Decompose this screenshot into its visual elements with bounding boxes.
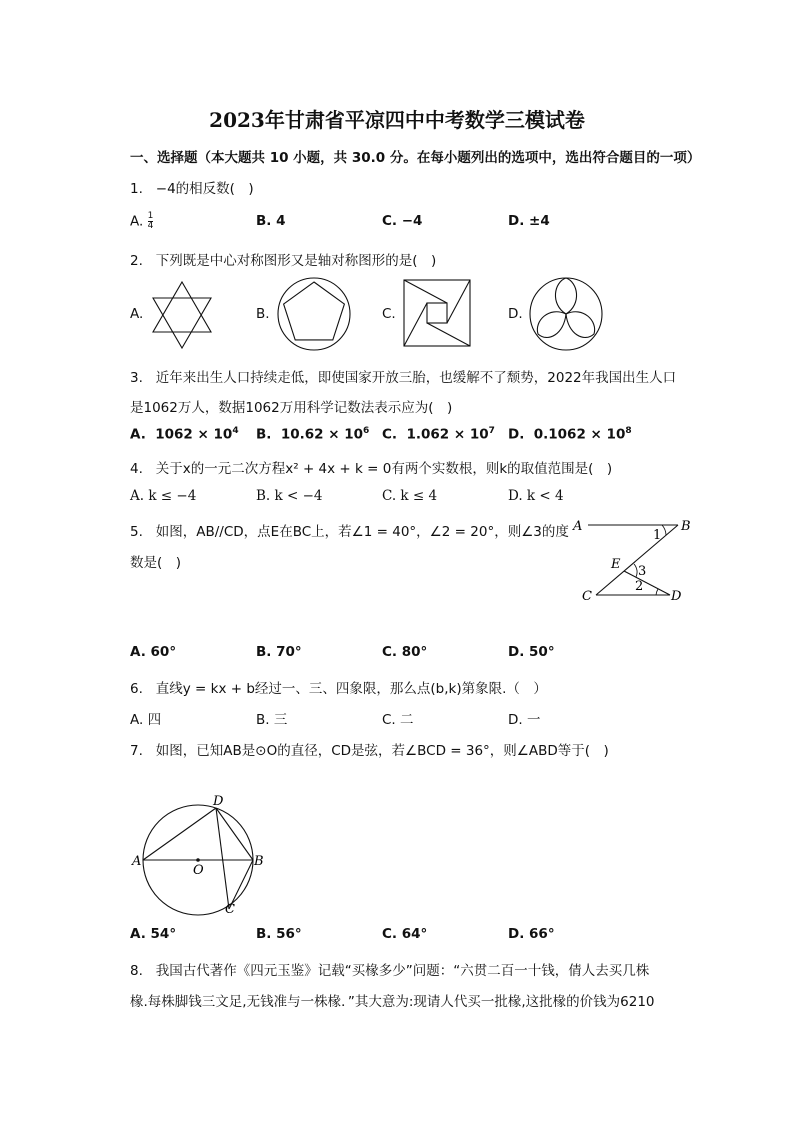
- option-c: C. $1.062 \times 10^7$: [382, 426, 495, 443]
- option-b: B. 56°: [256, 926, 302, 942]
- question-5-line-2: 数是( ): [130, 555, 182, 571]
- question-6: 6. 直线y = kx + b经过一、三、四象限，那么点(b,k)第象限.（ ）: [130, 681, 547, 697]
- fraction: $\frac{1}{4}$: [147, 211, 154, 231]
- question-8-line-2: 椽.每株脚钱三文足,无钱准与一株椽．”其大意为:现请人代买一批椽,这批椽的价钱为6210: [130, 994, 655, 1010]
- question-2: 2. 下列既是中心对称图形又是轴对称图形的是( ): [130, 253, 437, 269]
- option-a: A.: [130, 306, 144, 322]
- label-a: A: [132, 854, 142, 869]
- question-3: 3. 近年来出生人口持续走低，即使国家开放三胎，也缓解不了颓势，2022年我国出生人口: [130, 370, 677, 386]
- label-o: O: [193, 863, 204, 878]
- label-c: C: [225, 902, 235, 917]
- angle-1-label: 1: [653, 528, 662, 543]
- question-8: 8. 我国古代著作《四元玉鉴》记载“买椽多少”问题：“六贯二百一十钱，倩人去买几株: [130, 963, 650, 979]
- option-a: A. $1062 \times 10^4$: [130, 426, 239, 443]
- section-heading: 一、选择题（本大题共 10 小题，共 30.0 分。在每小题列出的选项中，选出符合题目的一项）: [130, 150, 701, 166]
- label-d: D: [213, 794, 224, 809]
- trefoil-in-circle-figure: [528, 276, 604, 352]
- option-b: B. k < −4: [256, 488, 323, 504]
- square-pinwheel-figure: [402, 278, 472, 348]
- option-b: B. 70°: [256, 644, 302, 660]
- option-a: A. k ≤ −4: [130, 488, 197, 504]
- question-4: 4. 关于x的一元二次方程x² + 4x + k = 0有两个实数根，则k的取值范围是( ): [130, 461, 613, 477]
- label-b: B: [254, 854, 264, 869]
- option-b: B.: [256, 306, 270, 322]
- label-e: E: [611, 557, 621, 572]
- label-a: A: [573, 519, 583, 534]
- pentagon-in-circle-figure: [276, 276, 352, 352]
- option-d: D. $0.1062 \times 10^8$: [508, 426, 632, 443]
- option-a: A. 四: [130, 712, 162, 728]
- label-c: C: [582, 589, 592, 604]
- option-c: C. 80°: [382, 644, 428, 660]
- angle-3-label: 3: [638, 564, 647, 579]
- option-b: B. 4: [256, 213, 286, 229]
- question-1: [130, 177, 254, 197]
- option-c: C. k ≤ 4: [382, 488, 438, 504]
- label-d: D: [671, 589, 682, 604]
- option-d: D. ±4: [508, 213, 550, 229]
- option-d: D. 一: [508, 712, 541, 728]
- parallel-lines-figure: [570, 512, 700, 604]
- question-7: 7. 如图，已知AB是⊙O的直径，CD是弦，若∠BCD = 36°，则∠ABD等于( ): [130, 743, 609, 759]
- option-b: B. $10.62 \times 10^6$: [256, 426, 370, 443]
- circle-diameter-figure: [130, 794, 270, 918]
- option-c: C. 64°: [382, 926, 428, 942]
- option-c: C. −4: [382, 213, 423, 229]
- option-d: D. 66°: [508, 926, 555, 942]
- option-a: A. $\frac{1}{4}$: [130, 211, 154, 231]
- option-c: C. 二: [382, 712, 414, 728]
- option-d: D. k < 4: [508, 488, 564, 504]
- option-b: B. 三: [256, 712, 288, 728]
- option-a: A. 54°: [130, 926, 177, 942]
- option-d: D. 50°: [508, 644, 555, 660]
- angle-2-label: 2: [635, 579, 644, 594]
- option-c: C.: [382, 306, 396, 322]
- option-d: D.: [508, 306, 523, 322]
- option-a: A. 60°: [130, 644, 177, 660]
- question-3-line-2: 是1062万人，数据1062万用科学记数法表示应为( ): [130, 400, 453, 416]
- question-text: −4的相反数( ): [155, 181, 254, 197]
- question-number: 1.: [130, 181, 143, 197]
- page-title: 2023年甘肃省平凉四中中考数学三模试卷: [209, 108, 585, 132]
- label-b: B: [681, 519, 691, 534]
- hexagram-figure: [150, 280, 214, 350]
- question-5: 5. 如图，AB//CD，点E在BC上，若∠1 = 40°，∠2 = 20°，则∠3的度: [130, 524, 569, 540]
